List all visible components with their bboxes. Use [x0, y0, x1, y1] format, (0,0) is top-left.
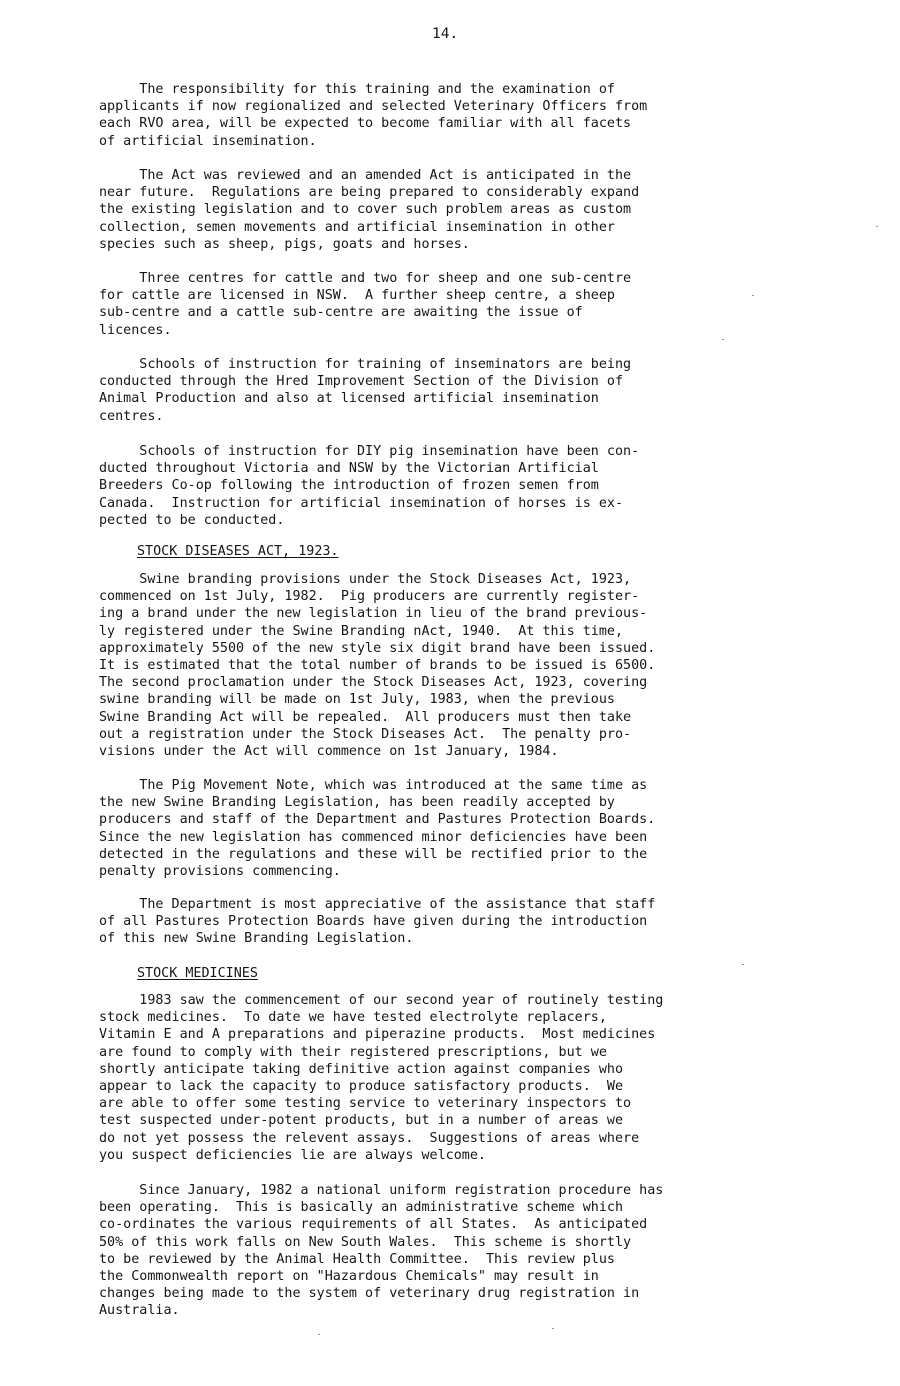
page-number: 14.: [432, 26, 459, 42]
text-line: Swine Branding Act will be repealed. All producers must then take: [99, 709, 632, 725]
scan-speck: [552, 1328, 554, 1329]
text-line: ing a brand under the new legislation in lieu of the brand previous-: [99, 606, 648, 622]
text-line: 1983 saw the commencement of our second year of routinely testing: [99, 993, 664, 1008]
text-line: 50% of this work falls on New South Wales. This scheme is shortly: [99, 1234, 632, 1250]
text-line: collection, semen movements and artificial insemination in other: [99, 219, 615, 235]
paragraph-department-appreciation: [99, 896, 799, 948]
text-line: test suspected under-potent products, but in a number of areas we: [99, 1113, 624, 1129]
text-line: Breeders Co-op following the introduction of frozen semen from: [99, 478, 599, 494]
text-line: sub-centre and a cattle sub-centre are awaiting the issue of: [99, 305, 583, 321]
text-line: conducted through the Hred Improvement Section of the Division of: [99, 374, 624, 390]
text-line: Three centres for cattle and two for sheep and one sub-centre: [99, 271, 632, 286]
text-line: are found to comply with their registered prescriptions, but we: [99, 1044, 607, 1060]
text-line: to be reviewed by the Animal Health Committee. This review plus: [99, 1251, 615, 1267]
text-line: The responsibility for this training and the examination of: [99, 82, 615, 97]
text-line: The Department is most appreciative of the assistance that staff: [99, 897, 656, 912]
text-line: approximately 5500 of the new style six digit brand have been issued.: [99, 640, 656, 656]
scan-speck: [742, 964, 744, 965]
text-line: Swine branding provisions under the Stock Diseases Act, 1923,: [99, 572, 632, 587]
text-line: It is estimated that the total number of brands to be issued is 6500.: [99, 658, 656, 674]
scan-speck: [752, 295, 754, 296]
paragraph-training-responsibility: [99, 81, 799, 150]
text-line: visions under the Act will commence on 1st January, 1984.: [99, 744, 559, 760]
text-line: Since January, 1982 a national uniform registration procedure has: [99, 1183, 664, 1198]
text-line: Schools of instruction for DIY pig insemination have been con-: [99, 444, 640, 459]
text-line: changes being made to the system of veterinary drug registration in: [99, 1286, 640, 1302]
text-line: the Commonwealth report on "Hazardous Chemicals" may result in: [99, 1269, 599, 1285]
text-line: The second proclamation under the Stock Diseases Act, 1923, covering: [99, 675, 648, 691]
text-line: each RVO area, will be expected to become familiar with all facets: [99, 116, 632, 132]
text-line: Australia.: [99, 1303, 180, 1319]
text-line: Vitamin E and A preparations and piperazine products. Most medicines: [99, 1027, 656, 1043]
text-line: Schools of instruction for training of inseminators are being: [99, 357, 632, 372]
paragraph-inseminator-schools: [99, 356, 799, 425]
text-line: out a registration under the Stock Diseases Act. The penalty pro-: [99, 726, 632, 742]
text-line: of this new Swine Branding Legislation.: [99, 931, 414, 947]
paragraph-amended-act: [99, 167, 799, 253]
paragraph-pig-movement-note: [99, 777, 799, 880]
heading-stock-diseases-act: STOCK DISEASES ACT, 1923.: [137, 544, 339, 559]
text-line: do not yet possess the relevent assays. Suggestions of areas where: [99, 1130, 640, 1146]
text-line: for cattle are licensed in NSW. A further sheep centre, a sheep: [99, 288, 615, 304]
scan-speck: [318, 1334, 320, 1335]
text-line: swine branding will be made on 1st July, 1983, when the previous: [99, 692, 615, 708]
text-line: The Pig Movement Note, which was introduced at the same time as: [99, 778, 648, 793]
paragraph-licensed-centres: [99, 270, 799, 339]
paragraph-swine-branding: [99, 571, 799, 760]
text-line: commenced on 1st July, 1982. Pig producers are currently register-: [99, 589, 640, 605]
text-line: been operating. This is basically an administrative scheme which: [99, 1200, 624, 1216]
paragraph-national-registration: [99, 1182, 799, 1320]
text-line: of artificial insemination.: [99, 133, 317, 149]
text-line: penalty provisions commencing.: [99, 864, 341, 880]
text-line: pected to be conducted.: [99, 512, 285, 528]
text-line: The Act was reviewed and an amended Act is anticipated in the: [99, 168, 632, 183]
paragraph-medicine-testing: [99, 992, 799, 1164]
text-line: are able to offer some testing service to veterinary inspectors to: [99, 1096, 632, 1112]
text-line: ducted throughout Victoria and NSW by the Victorian Artificial: [99, 461, 599, 477]
text-line: stock medicines. To date we have tested electrolyte replacers,: [99, 1010, 607, 1026]
text-line: centres.: [99, 408, 164, 424]
scan-speck: [722, 339, 724, 340]
text-line: producers and staff of the Department and Pastures Protection Boards.: [99, 812, 656, 828]
text-line: co-ordinates the various requirements of all States. As anticipated: [99, 1217, 648, 1233]
scan-speck: [876, 226, 878, 227]
text-line: appear to lack the capacity to produce satisfactory products. We: [99, 1079, 624, 1095]
text-line: the new Swine Branding Legislation, has been readily accepted by: [99, 795, 615, 811]
text-line: Canada. Instruction for artificial insemination of horses is ex-: [99, 495, 624, 511]
text-line: detected in the regulations and these will be rectified prior to the: [99, 846, 648, 862]
text-line: the existing legislation and to cover such problem areas as custom: [99, 202, 632, 218]
text-line: near future. Regulations are being prepared to considerably expand: [99, 185, 640, 201]
text-line: Since the new legislation has commenced minor deficiencies have been: [99, 829, 648, 845]
text-line: applicants if now regionalized and selected Veterinary Officers from: [99, 99, 648, 115]
text-line: ly registered under the Swine Branding nAct, 1940. At this time,: [99, 623, 624, 639]
text-line: Animal Production and also at licensed artificial insemination: [99, 391, 599, 407]
text-line: of all Pastures Protection Boards have given during the introduction: [99, 914, 648, 930]
text-line: you suspect deficiencies lie are always welcome.: [99, 1147, 486, 1163]
heading-stock-medicines: STOCK MEDICINES: [137, 966, 258, 981]
text-line: shortly anticipate taking definitive action against companies who: [99, 1061, 624, 1077]
text-line: species such as sheep, pigs, goats and horses.: [99, 236, 470, 252]
paragraph-diy-pig-insemination: [99, 443, 799, 529]
text-line: licences.: [99, 322, 172, 338]
